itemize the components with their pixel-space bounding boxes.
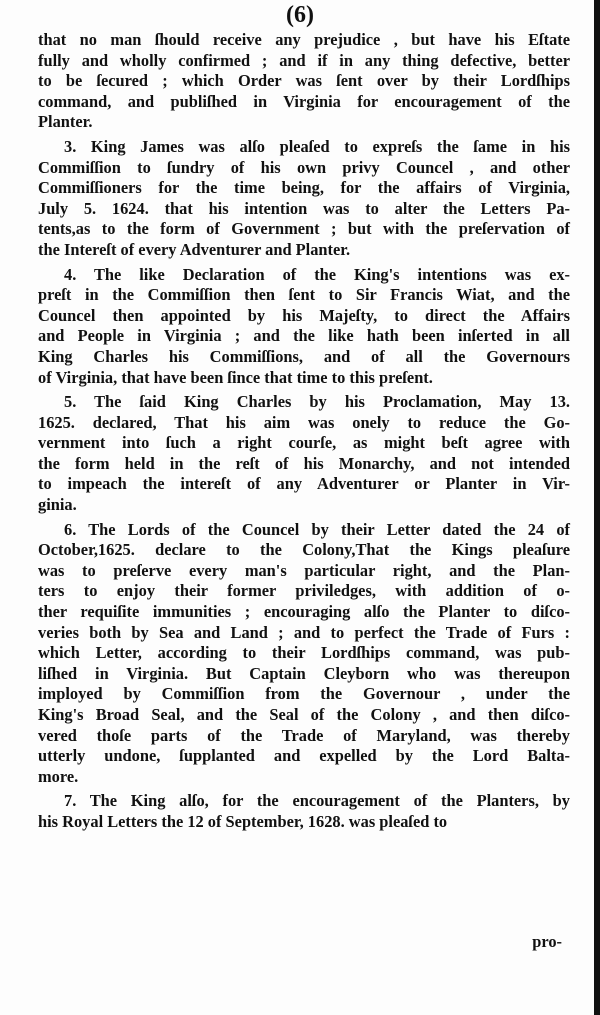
text-line: ters to enjoy their former priviledges, with addition of o- [38, 581, 570, 601]
paragraph [38, 137, 570, 261]
text-line: utterly undone, ſupplanted and expelled by the Lord Balta- [38, 746, 570, 766]
text-line: 3. King James was alſo pleaſed to expreſs the ſame in his [64, 136, 570, 156]
text-line: preſt in the Commiſſion then ſent to Sir Francis Wiat, and the [38, 285, 570, 305]
text-line: tents,as to the form of Government ; but with the preſervation of [38, 219, 570, 239]
text-line: veries both by Sea and Land ; and to perfect the Trade of Furs : [38, 622, 570, 642]
text-line: October,1625. declare to the Colony,That the Kings pleaſure [38, 540, 570, 560]
paragraph [38, 30, 570, 133]
text-line: 4. The like Declaration of the King's intentions was ex- [64, 264, 570, 284]
paragraph [38, 392, 570, 516]
text-line: ginia. [38, 495, 77, 515]
text-line: vernment into ſuch a right courſe, as might beſt agree with [38, 433, 570, 453]
text-line: King's Broad Seal, and the Seal of the Colony , and then diſco- [38, 705, 570, 724]
text-line: and People in Virginia ; and the like hath been inſerted in all [38, 326, 570, 346]
text-line: his Royal Letters the 12 of September, 1628. was pleaſed to [38, 811, 448, 831]
text-line: to be ſecured ; which Order was ſent over by their Lordſhips [38, 71, 570, 91]
text-line: Commiſſion to ſundry of his own privy Councel , and other [38, 157, 570, 177]
catchword: pro- [532, 932, 562, 951]
text-line: command, and publiſhed in Virginia for encouragement of the [38, 91, 570, 111]
text-line: which Letter, according to their Lordſhips command, was pub- [38, 643, 570, 663]
text-line: more. [38, 766, 79, 786]
text-line: Councel then appointed by his Majeſty, to direct the Affairs [38, 305, 570, 325]
text-line: July 5. 1624. that his intention was to alter the Letters Pa- [38, 198, 570, 218]
paragraph [38, 791, 570, 832]
page-number: (6) [286, 2, 314, 28]
text-line: ther requiſite immunities ; encouraging alſo the Planter to diſco- [38, 602, 570, 622]
text-line: 7. The King alſo, for the encouragement of the Planters, by [64, 791, 570, 811]
paragraph [38, 520, 570, 788]
text-line: Commiſſioners for the time being, for the affairs of Virginia, [38, 178, 570, 198]
body-text [38, 30, 570, 833]
text-line: the form held in the reſt of his Monarchy, and not intended [38, 453, 570, 473]
text-line: Planter. [38, 112, 93, 132]
text-line: fully and wholly confirmed ; and if in any thing defective, better [38, 50, 570, 70]
text-line: 1625. declared, That his aim was onely to reduce the Go- [38, 412, 570, 432]
text-line: to impeach the intereſt of any Adventurer or Planter in Vir- [38, 474, 570, 494]
text-line: that no man ſhould receive any prejudice , but have his Eſtate [38, 30, 570, 49]
text-line: 5. The ſaid King Charles by his Proclamation, May 13. [64, 392, 570, 412]
text-line: 6. The Lords of the Councel by their Letter dated the 24 of [64, 519, 570, 539]
text-line: imployed by Commiſſion from the Governour , under the [38, 684, 570, 704]
text-line: King Charles his Commiſſions, and of all the Governours [38, 346, 570, 366]
paragraph [38, 265, 570, 389]
text-line: of Virginia, that have been ſince that time to this preſent. [38, 367, 433, 387]
text-line: was to preſerve every man's particular right, and the Plan- [38, 560, 570, 580]
text-line: the Intereſt of every Adventurer and Planter. [38, 239, 351, 259]
text-line: liſhed in Virginia. But Captain Cleyborn who was thereupon [38, 663, 570, 683]
text-line: vered thoſe parts of the Trade of Maryland, was thereby [38, 725, 570, 745]
